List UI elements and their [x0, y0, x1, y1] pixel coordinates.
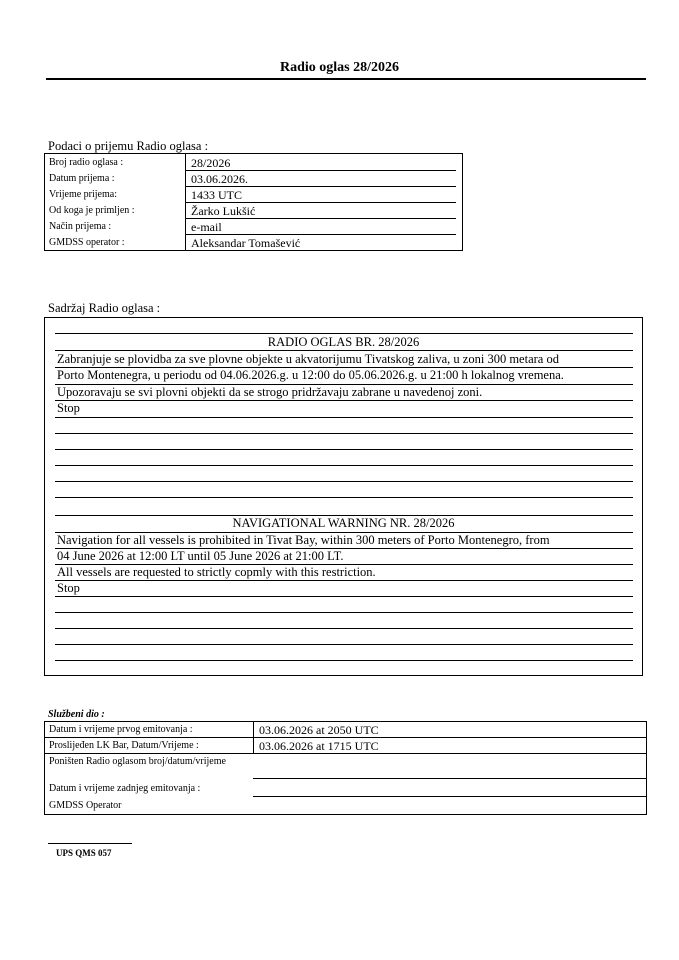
english-warning-line: 04 June 2026 at 12:00 LT until 05 June 2026 at 21:00 LT.: [57, 549, 344, 563]
official-label: GMDSS Operator: [49, 800, 122, 811]
ruled-line: [55, 580, 633, 581]
receipt-value: 03.06.2026.: [191, 172, 248, 186]
receipt-row-from: [45, 203, 464, 219]
document-title: Radio oglas 28/2026: [279, 60, 399, 75]
ruled-line: [55, 644, 633, 645]
ruled-line: [55, 596, 633, 597]
receipt-heading: Podaci o prijemu Radio oglasa :: [48, 139, 209, 153]
receipt-value: Žarko Lukšić: [191, 204, 256, 218]
receipt-box: [44, 153, 463, 251]
receipt-value: 1433 UTC: [191, 188, 242, 202]
receipt-label: Broj radio oglasa :: [49, 157, 124, 168]
official-label: Poništen Radio oglasom broj/datum/vrijeme: [49, 756, 226, 767]
ruled-line: [55, 449, 633, 450]
content-box: [44, 317, 643, 676]
receipt-label: Datum prijema :: [49, 173, 115, 184]
ruled-line: [55, 417, 633, 418]
official-label: Datum i vrijeme zadnjeg emitovanja :: [49, 783, 201, 794]
title-rule: [46, 78, 646, 80]
receipt-label: Vrijeme prijema:: [49, 189, 117, 200]
ruled-line: [55, 350, 633, 351]
english-warning-line: All vessels are requested to strictly copmly with this restriction.: [57, 565, 376, 579]
ruled-line: [55, 481, 633, 482]
ruled-line: [55, 400, 633, 401]
local-warning-stop: Stop: [57, 401, 80, 415]
english-warning-stop: Stop: [57, 581, 80, 595]
local-warning-line: Upozoravaju se svi plovni objekti da se strogo pridržavaju zabrane u navedenoj zoni.: [57, 385, 483, 399]
official-rule: [253, 796, 646, 797]
ruled-line: [55, 433, 633, 434]
receipt-row-method: [45, 219, 464, 235]
receipt-row-date: [45, 171, 464, 187]
official-label: Datum i vrijeme prvog emitovanja :: [49, 724, 193, 735]
ruled-line: [55, 612, 633, 613]
form-code: UPS QMS 057: [56, 848, 112, 858]
receipt-label: Način prijema :: [49, 221, 112, 232]
ruled-line: [55, 628, 633, 629]
content-heading: Sadržaj Radio oglasa :: [48, 301, 161, 315]
footer-rule: [48, 843, 132, 844]
official-value: 03.06.2026 at 1715 UTC: [259, 739, 379, 753]
receipt-row-operator: [45, 235, 464, 251]
ruled-line: [55, 465, 633, 466]
receipt-value: 28/2026: [191, 156, 231, 170]
receipt-value: Aleksandar Tomašević: [191, 236, 301, 250]
local-warning-title: RADIO OGLAS BR. 28/2026: [267, 335, 420, 349]
ruled-line: [55, 333, 633, 334]
local-warning-line: Porto Montenegra, u periodu od 04.06.2026.g. u 12:00 do 05.06.2026.g. u 21:00 h lokalnog vremena.: [57, 368, 564, 382]
english-warning-title: NAVIGATIONAL WARNING NR. 28/2026: [232, 516, 455, 530]
official-rule: [253, 778, 646, 779]
receipt-row-time: [45, 187, 464, 203]
local-warning-line: Zabranjuje se plovidba za sve plovne objekte u akvatorijumu Tivatskog zaliva, u zoni 300 metara od: [57, 352, 559, 366]
receipt-row-number: [45, 155, 464, 171]
official-rule: [45, 753, 646, 754]
receipt-value: e-mail: [191, 220, 222, 234]
official-box: [44, 721, 647, 815]
ruled-line: [55, 497, 633, 498]
receipt-label: Od koga je primljen :: [49, 205, 135, 216]
ruled-line: [55, 660, 633, 661]
official-rule: [45, 737, 646, 738]
official-value: 03.06.2026 at 2050 UTC: [259, 723, 379, 737]
official-label: Proslijeđen LK Bar, Datum/Vrijeme :: [49, 740, 199, 751]
receipt-label: GMDSS operator :: [49, 237, 125, 248]
english-warning-line: Navigation for all vessels is prohibited in Tivat Bay, within 300 meters of Porto Montenegro, from: [57, 533, 550, 547]
official-heading: Službeni dio :: [48, 709, 105, 720]
